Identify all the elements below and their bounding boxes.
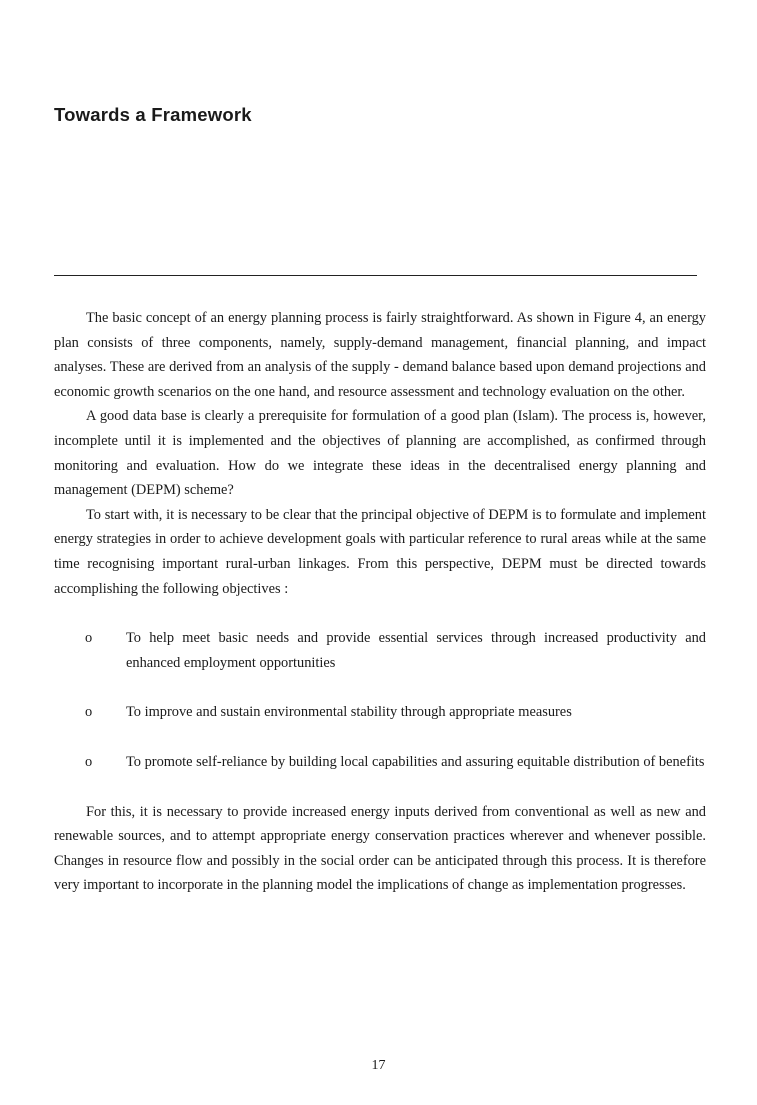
objective-text: To improve and sustain environmental stability through appropriate measures	[126, 704, 572, 721]
paragraph: The basic concept of an energy planning process is fairly straightforward. As shown in Figure 4, an energy plan consists of three components, namely, supply-demand management, financial planning, and impact analyses. These are derived from an analysis of the supply - demand balance based upon demand projections and economic growth scenarios on the one hand, and resource assessment and technology evaluation on the other.	[54, 310, 706, 400]
paragraph: A good data base is clearly a prerequisite for formulation of a good plan (Islam). The process is, however, incomplete until it is implemented and the objectives of planning are accomplished, as confirmed through monitoring and evaluation. How do we integrate these ideas in the decentralised energy planning and management (DEPM) scheme?	[54, 408, 706, 499]
section-heading: Towards a Framework	[54, 104, 252, 125]
objective-item	[54, 700, 706, 725]
objective-text: To promote self-reliance by building local capabilities and assuring equitable distribution of benefits	[126, 753, 705, 770]
objective-text: To help meet basic needs and provide essential services through increased productivity and enhanced employment opportunities	[126, 630, 706, 671]
bullet-marker: o	[85, 753, 93, 770]
bullet-marker: o	[85, 630, 93, 647]
objective-item	[54, 750, 706, 775]
horizontal-rule	[54, 275, 697, 276]
body-text	[54, 306, 706, 898]
bullet-marker: o	[85, 704, 93, 721]
objective-item	[54, 626, 706, 675]
objectives-list	[54, 626, 706, 774]
page-number: 17	[371, 1058, 386, 1073]
paragraph: To start with, it is necessary to be clear that the principal objective of DEPM is to formulate and implement energy strategies in order to achieve development goals with particular reference to rural areas while at the same time recognising important rural-urban linkages. From this perspective, DEPM must be directed towards accomplishing the following objectives :	[54, 506, 706, 597]
closing-paragraph: For this, it is necessary to provide increased energy inputs derived from conventional as well as new and renewable sources, and to attempt appropriate energy conservation practices wherever and whenever possible. Changes in resource flow and possibly in the social order can be anticipated through this process. It is therefore very important to incorporate in the planning model the implications of change as implementation progresses.	[54, 803, 706, 894]
